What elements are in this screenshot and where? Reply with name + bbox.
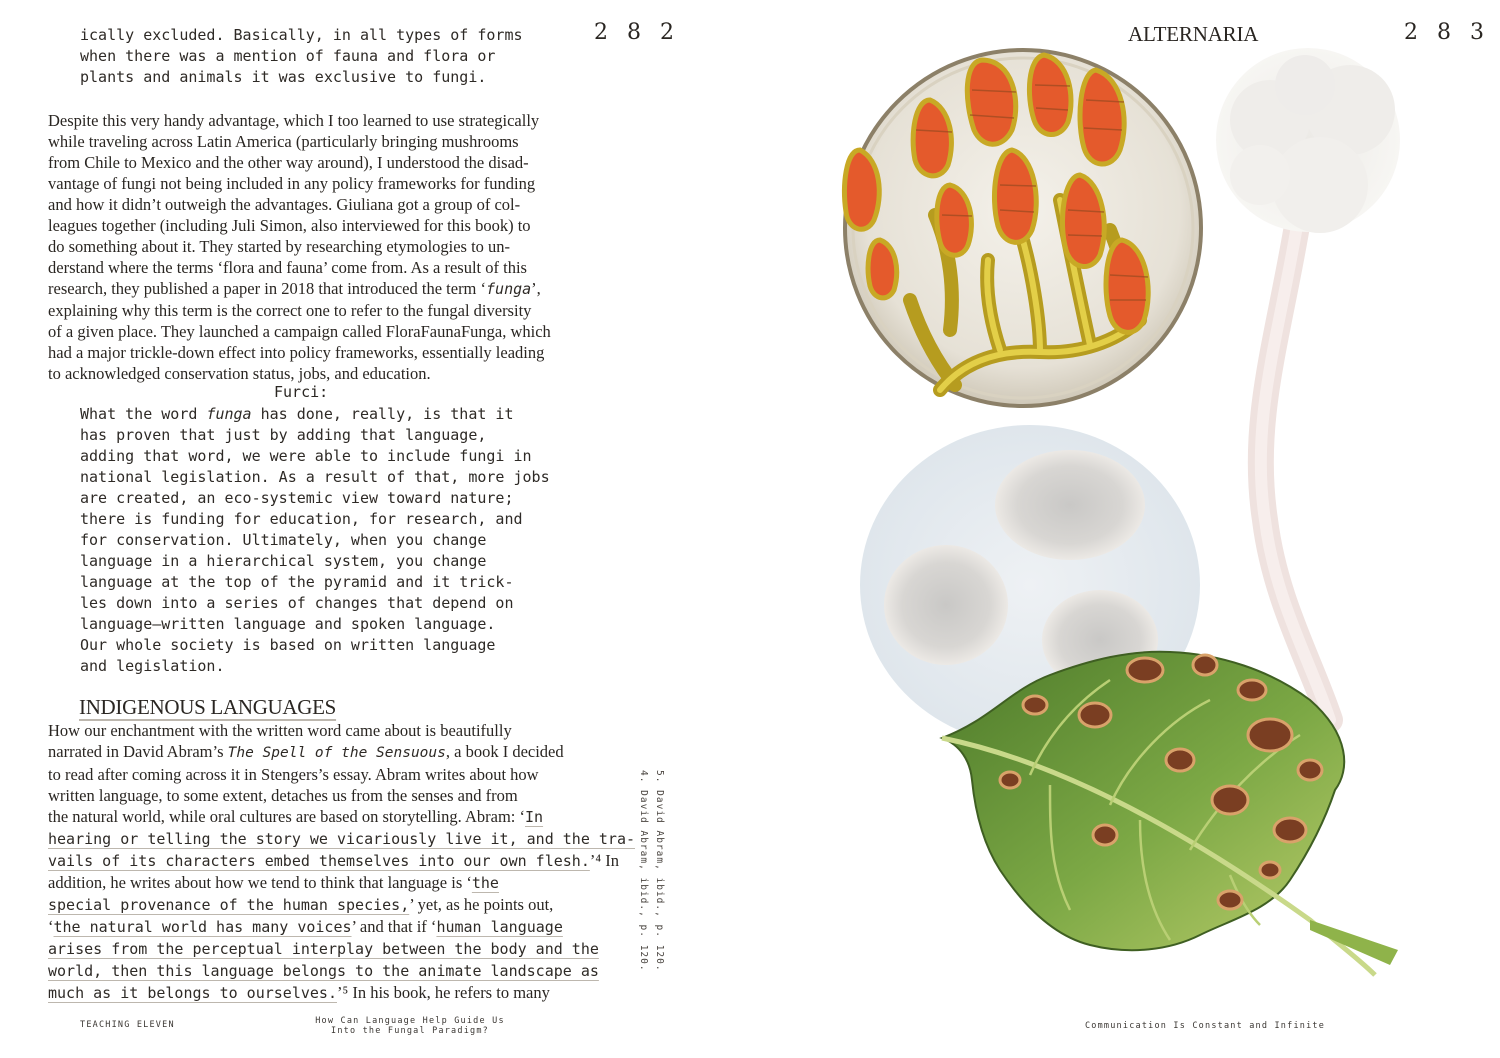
body-line: narrated in David Abram’s The Spell of the Sensuous, a book I decided bbox=[48, 742, 564, 761]
footer-center-line: Into the Fungal Paradigm? bbox=[331, 1026, 489, 1036]
inline-quote: hearing or telling the story we vicariously live it, and the tra- bbox=[48, 830, 635, 848]
footnote-5: 5. David Abram, ibid., p. 120. bbox=[654, 770, 665, 972]
quote-line: les down into a series of changes that depend on bbox=[80, 594, 514, 612]
book-title: The Spell of the Sensuous bbox=[227, 745, 446, 761]
body-line: vantage of fungi not being included in any policy frameworks for funding bbox=[48, 174, 536, 193]
body-line: research, they published a paper in 2018 that introduced the term ‘funga’, bbox=[48, 279, 541, 298]
body-line: written language, to some extent, detaches us from the senses and from bbox=[48, 786, 518, 805]
body-line bbox=[48, 938, 635, 960]
quote-line: What the word funga has done, really, is that it bbox=[80, 405, 514, 423]
footer-left: TEACHING ELEVEN bbox=[80, 1020, 175, 1030]
body-line: from Chile to Mexico and the other way around), I understood the disad- bbox=[48, 153, 529, 172]
body-line bbox=[48, 828, 635, 850]
page-number-right: 2 8 3 bbox=[1404, 20, 1490, 45]
alternaria-illustration bbox=[750, 0, 1500, 1058]
faint-fungus-stalk bbox=[1216, 48, 1400, 720]
body-line: derstand where the terms ‘flora and fauna’ come from. As a result of this bbox=[48, 258, 527, 277]
body-line: while traveling across Latin America (particularly bringing mushrooms bbox=[48, 132, 519, 151]
inline-quote: much as it belongs to ourselves. bbox=[48, 984, 337, 1002]
section-heading: INDIGENOUS LANGUAGES bbox=[79, 695, 337, 719]
footer-center-line: How Can Language Help Guide Us bbox=[315, 1016, 505, 1026]
quote-line: language in a hierarchical system, you change bbox=[80, 552, 487, 570]
body-line: of a given place. They launched a campaign called FloraFaunaFunga, which bbox=[48, 322, 551, 341]
quote-line: language at the top of the pyramid and it trick- bbox=[80, 573, 514, 591]
body-line: explaining why this term is the correct one to refer to the fungal diversity bbox=[48, 301, 532, 320]
inline-quote: arises from the perceptual interplay between the body and the bbox=[48, 940, 599, 958]
inline-quote: In bbox=[525, 808, 544, 826]
body-line: vails of its characters embed themselves into our own flesh.’⁴ In bbox=[48, 851, 619, 870]
quote-line: adding that word, we were able to include fungi in bbox=[80, 447, 532, 465]
quote-line: ically excluded. Basically, in all types of forms bbox=[80, 26, 523, 44]
body-line: Despite this very handy advantage, which I too learned to use strategically bbox=[48, 111, 540, 130]
body-line: special provenance of the human species,’ yet, as he points out, bbox=[48, 895, 554, 914]
italic-term: funga bbox=[206, 405, 252, 423]
italic-term: funga bbox=[486, 280, 532, 298]
body-line bbox=[48, 960, 635, 982]
body-line: much as it belongs to ourselves.’⁵ In his book, he refers to many bbox=[48, 983, 550, 1002]
quote-line: when there was a mention of fauna and flora or bbox=[80, 47, 496, 65]
body-line: and how it didn’t outweigh the advantages. Giuliana got a group of col- bbox=[48, 195, 521, 214]
inline-quote: the bbox=[471, 874, 499, 892]
quote-line: plants and animals it was exclusive to fungi. bbox=[80, 68, 487, 86]
inline-quote: the natural world has many voices bbox=[53, 918, 352, 936]
body-line: the natural world, while oral cultures are based on storytelling. Abram: ‘In bbox=[48, 807, 544, 826]
footnote-4: 4. David Abram, ibid., p. 120. bbox=[638, 770, 649, 972]
body-line: ‘the natural world has many voices’ and that if ‘human language bbox=[48, 917, 563, 936]
body-line: leagues together (including Juli Simon, also interviewed for this book) to bbox=[48, 216, 531, 235]
quote-line: Our whole society is based on written language bbox=[80, 636, 496, 654]
right-page bbox=[750, 0, 1500, 1058]
body-paragraph-2 bbox=[48, 720, 635, 1004]
quote-line: there is funding for education, for research, and bbox=[80, 510, 523, 528]
quote-line: are created, an eco-systemic view toward nature; bbox=[80, 489, 514, 507]
body-line: addition, he writes about how we tend to think that language is ‘the bbox=[48, 873, 499, 892]
body-line: do something about it. They started by researching etymologies to un- bbox=[48, 237, 511, 256]
quote-top bbox=[80, 25, 523, 88]
body-line: had a major trickle-down effect into policy frameworks, essentially leading bbox=[48, 343, 545, 362]
inline-quote: world, then this language belongs to the animate landscape as bbox=[48, 962, 599, 980]
page-title: ALTERNARIA bbox=[1128, 22, 1259, 46]
footer-center bbox=[280, 1016, 540, 1036]
quote-line: has proven that just by adding that language, bbox=[80, 426, 487, 444]
inline-quote: special provenance of the human species, bbox=[48, 896, 410, 914]
speaker-label: Furci: bbox=[274, 383, 329, 401]
footer-right: Communication Is Constant and Infinite bbox=[1084, 1021, 1326, 1031]
footnotes bbox=[636, 770, 676, 1000]
body-line: to read after coming across it in Stengers’s essay. Abram writes about how bbox=[48, 765, 539, 784]
body-line: How our enchantment with the written word came about is beautifully bbox=[48, 721, 512, 740]
body-paragraph-1 bbox=[48, 110, 551, 384]
quote-line: and legislation. bbox=[80, 657, 225, 675]
quote-main bbox=[80, 404, 550, 677]
inline-quote: human language bbox=[436, 918, 563, 936]
quote-line: language—written language and spoken language. bbox=[80, 615, 496, 633]
page-number-left: 2 8 2 bbox=[594, 20, 680, 45]
inline-quote: vails of its characters embed themselves into our own flesh. bbox=[48, 852, 590, 870]
body-line: to acknowledged conservation status, jobs, and education. bbox=[48, 364, 431, 383]
quote-line: for conservation. Ultimately, when you change bbox=[80, 531, 487, 549]
spore-petri-dish bbox=[845, 50, 1201, 406]
quote-line: national legislation. As a result of that, more jobs bbox=[80, 468, 550, 486]
